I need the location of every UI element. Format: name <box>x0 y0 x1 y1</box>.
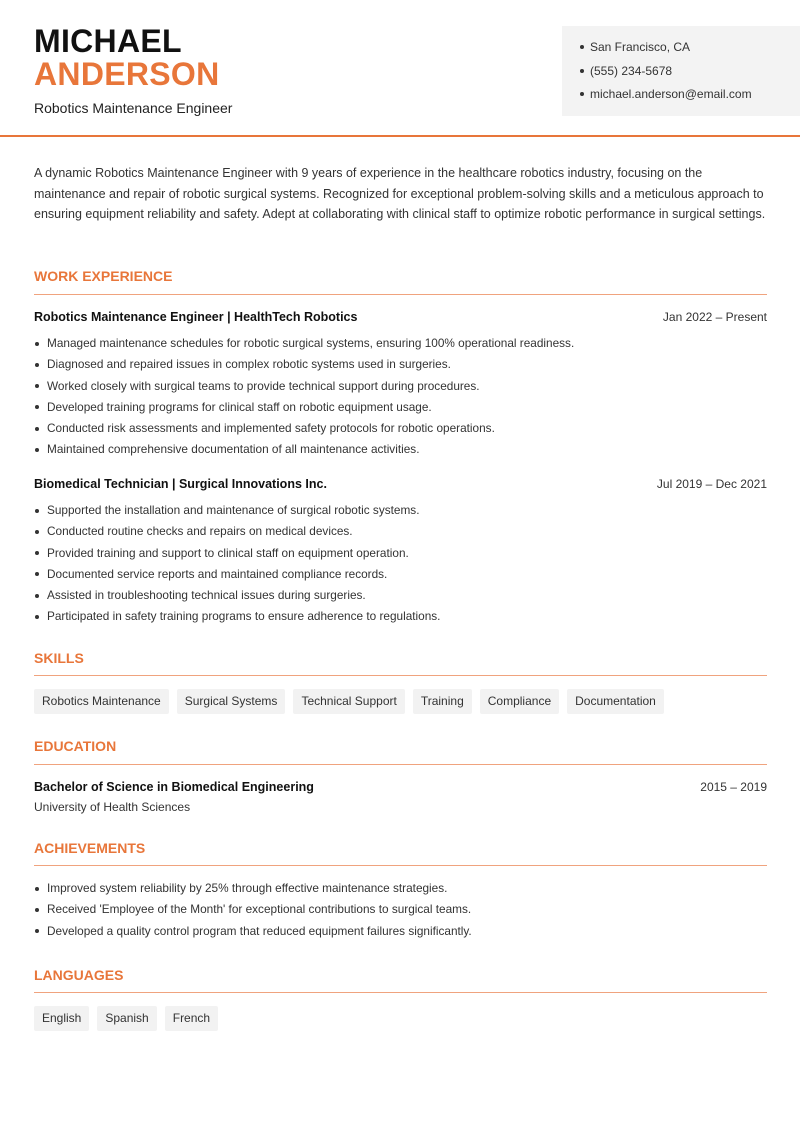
list-item: Supported the installation and maintenance of surgical robotic systems. <box>34 502 768 523</box>
skill-tag: Technical Support <box>293 689 404 714</box>
section-title-languages: LANGUAGES <box>34 967 124 983</box>
job-title-2: Biomedical Technician | Surgical Innovations Inc. <box>34 477 327 491</box>
contact-location: San Francisco, CA <box>580 39 800 63</box>
list-item: Provided training and support to clinical staff on equipment operation. <box>34 545 768 566</box>
list-item: Worked closely with surgical teams to provide technical support during procedures. <box>34 378 768 399</box>
skill-tag: Documentation <box>567 689 664 714</box>
section-divider <box>34 294 767 295</box>
list-item: Developed training programs for clinical staff on robotic equipment usage. <box>34 399 768 420</box>
section-divider <box>34 764 767 765</box>
section-title-skills: SKILLS <box>34 650 84 666</box>
job-title: Robotics Maintenance Engineer <box>34 100 233 116</box>
skill-tag: Compliance <box>480 689 559 714</box>
last-name: ANDERSON <box>34 56 220 92</box>
section-divider <box>34 675 767 676</box>
language-tag: English <box>34 1006 89 1031</box>
section-divider <box>34 992 767 993</box>
list-item: Improved system reliability by 25% through effective maintenance strategies. <box>34 880 768 901</box>
language-tags <box>34 1006 218 1031</box>
education-dates: 2015 – 2019 <box>700 780 767 794</box>
contact-email[interactable]: michael.anderson@email.com <box>580 86 800 110</box>
language-tag: Spanish <box>97 1006 156 1031</box>
degree: Bachelor of Science in Biomedical Engineering <box>34 780 314 794</box>
job-bullets-2 <box>34 502 768 630</box>
list-item: Documented service reports and maintained compliance records. <box>34 566 768 587</box>
job-dates-2: Jul 2019 – Dec 2021 <box>656 477 767 491</box>
skill-tag: Robotics Maintenance <box>34 689 169 714</box>
resume-header <box>0 0 800 137</box>
list-item: Diagnosed and repaired issues in complex robotic systems used in surgeries. <box>34 356 768 377</box>
skill-tag: Training <box>413 689 472 714</box>
skill-tag: Surgical Systems <box>177 689 286 714</box>
achievement-bullets <box>34 880 768 944</box>
list-item: Received 'Employee of the Month' for exceptional contributions to surgical teams. <box>34 901 768 922</box>
list-item: Assisted in troubleshooting technical issues during surgeries. <box>34 587 768 608</box>
job-bullets-1 <box>34 335 768 463</box>
list-item: Developed a quality control program that reduced equipment failures significantly. <box>34 923 768 944</box>
contact-box <box>562 26 800 116</box>
job-dates-1: Jan 2022 – Present <box>662 310 767 324</box>
section-divider <box>34 865 767 866</box>
job-title-1: Robotics Maintenance Engineer | HealthTech Robotics <box>34 310 358 324</box>
language-tag: French <box>165 1006 218 1031</box>
list-item: Participated in safety training programs to ensure adherence to regulations. <box>34 608 768 629</box>
list-item: Conducted risk assessments and implemented safety protocols for robotic operations. <box>34 420 768 441</box>
section-title-work: WORK EXPERIENCE <box>34 268 173 284</box>
list-item: Managed maintenance schedules for robotic surgical systems, ensuring 100% operational readiness. <box>34 335 768 356</box>
list-item: Maintained comprehensive documentation of all maintenance activities. <box>34 441 768 462</box>
first-name: MICHAEL <box>34 23 182 59</box>
section-title-achievements: ACHIEVEMENTS <box>34 840 146 856</box>
list-item: Conducted routine checks and repairs on medical devices. <box>34 523 768 544</box>
section-title-education: EDUCATION <box>34 738 117 754</box>
skills-tags <box>34 689 664 714</box>
summary: A dynamic Robotics Maintenance Engineer with 9 years of experience in the healthcare robotics industry, focusing on the maintenance and repair of robotic surgical systems. Recognized for exceptional problem-solving skills and a meticulous approach to ensuring equipment reliability and safety. Adept at collaborating with clinical staff to optimize robotic performance in surgical settings. <box>34 166 766 222</box>
contact-phone: (555) 234-5678 <box>580 63 800 87</box>
school-name: University of Health Sciences <box>34 800 191 814</box>
